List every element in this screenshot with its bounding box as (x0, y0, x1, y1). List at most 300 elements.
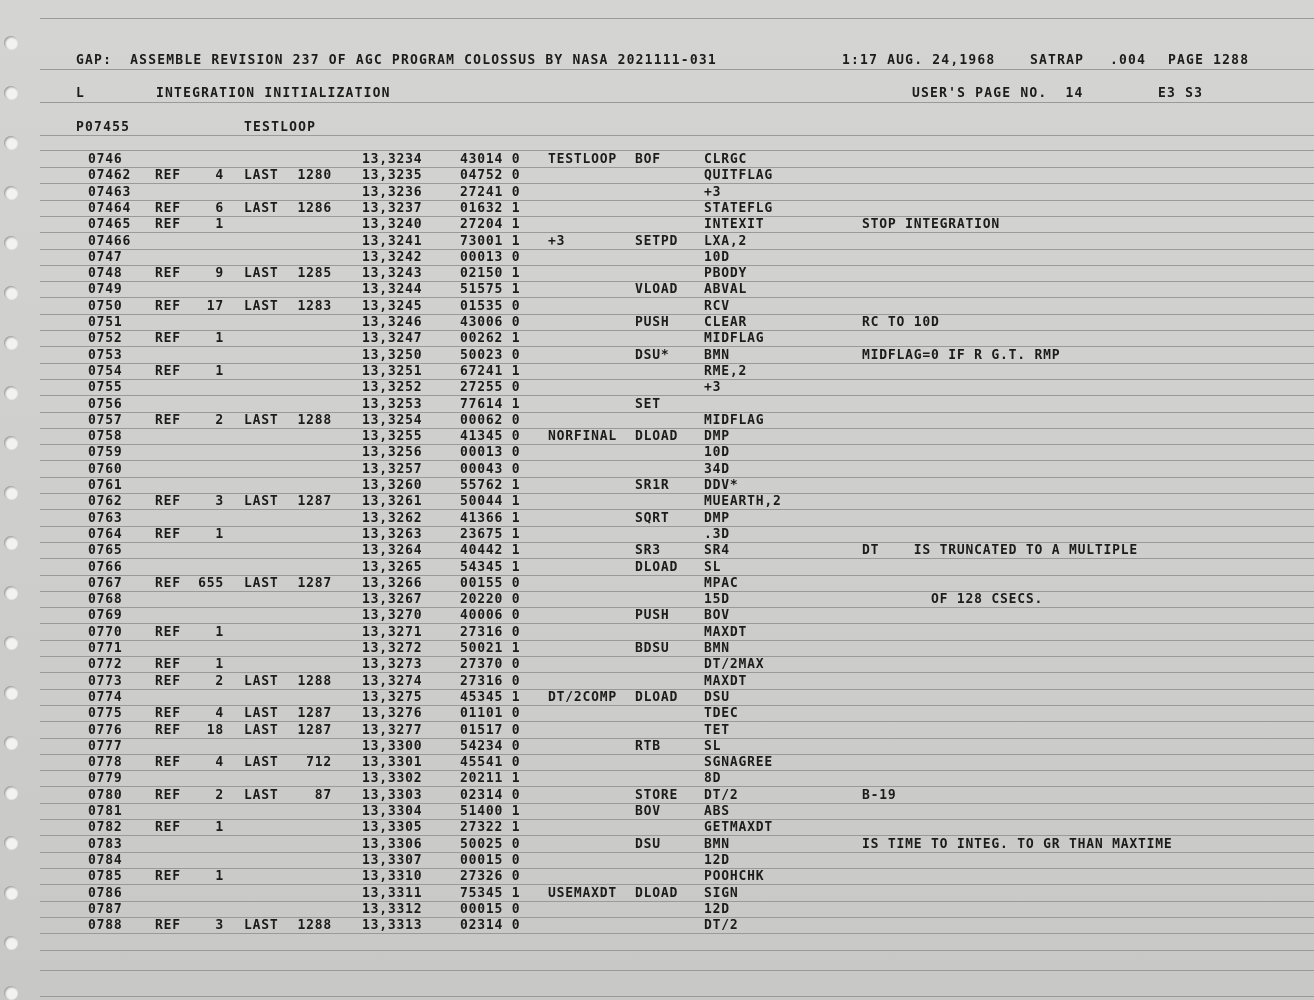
memory-address: 13,3261 (362, 494, 423, 510)
octal-word: 00015 0 (460, 901, 521, 917)
last-marker: LAST (244, 755, 279, 771)
listing-row (0, 282, 1314, 298)
record-name: TESTLOOP (244, 120, 317, 135)
ruled-line (40, 135, 1314, 136)
octal-word: 54234 0 (460, 738, 521, 754)
listing-row (0, 837, 1314, 853)
line-number: 0786 (88, 885, 123, 901)
last-page: 1287 (297, 722, 332, 738)
ref-marker: REF (155, 755, 181, 771)
opcode: PUSH (635, 608, 670, 624)
octal-word: 23675 1 (460, 526, 521, 542)
operand: LXA,2 (704, 233, 748, 249)
operand: BMN (704, 641, 730, 656)
listing-row (0, 902, 1314, 918)
octal-word: 54345 1 (460, 559, 521, 575)
listing-row (0, 592, 1314, 608)
listing-row (0, 788, 1314, 804)
line-number: 0762 (88, 494, 123, 510)
octal-word: 27370 0 (460, 657, 521, 673)
memory-address: 13,3300 (362, 738, 423, 754)
ref-count: 1 (215, 657, 224, 673)
octal-word: 41366 1 (460, 510, 521, 526)
listing-row (0, 429, 1314, 445)
ref-count: 1 (215, 331, 224, 347)
opcode: RTB (635, 738, 661, 754)
ref-marker: REF (155, 217, 181, 233)
line-number: 0756 (88, 396, 123, 412)
memory-address: 13,3235 (362, 168, 423, 184)
octal-word: 67241 1 (460, 363, 521, 379)
operand: MIDFLAG (704, 412, 765, 428)
octal-word: 55762 1 (460, 478, 521, 493)
operand: ABS (704, 804, 730, 819)
line-number: 0778 (88, 755, 123, 771)
opcode: BOV (635, 804, 661, 819)
memory-address: 13,3271 (362, 624, 423, 640)
operand: DT/2 (704, 918, 739, 934)
octal-word: 43014 0 (460, 152, 521, 167)
ref-marker: REF (155, 624, 181, 640)
listing-row (0, 674, 1314, 690)
operand: .3D (704, 526, 730, 542)
listing-row (0, 853, 1314, 869)
listing-row (0, 250, 1314, 266)
line-number: 0752 (88, 331, 123, 347)
listing-row (0, 478, 1314, 494)
memory-address: 13,3245 (362, 298, 423, 314)
operand: SGNAGREE (704, 755, 774, 771)
ruled-line (40, 18, 1314, 19)
memory-address: 13,3252 (362, 380, 423, 396)
line-number: 0784 (88, 852, 123, 868)
octal-word: 00013 0 (460, 249, 521, 265)
opcode: VLOAD (635, 282, 679, 298)
ref-count: 2 (215, 412, 224, 428)
octal-word: 27322 1 (460, 820, 521, 836)
opcode: DLOAD (635, 429, 679, 445)
octal-word: 01517 0 (460, 722, 521, 738)
memory-address: 13,3303 (362, 787, 423, 803)
last-marker: LAST (244, 298, 279, 314)
last-marker: LAST (244, 575, 279, 591)
operand: DT/2 (704, 787, 739, 803)
operand: DDV* (704, 478, 739, 493)
ruled-line (40, 150, 1314, 151)
print-timestamp: 1:17 AUG. 24,1968 (842, 53, 996, 68)
operand: SIGN (704, 885, 739, 901)
operand: 34D (704, 461, 730, 477)
line-number: 07463 (88, 184, 132, 200)
ref-count: 1 (215, 363, 224, 379)
listing-row (0, 641, 1314, 657)
record-number: P07455 (76, 120, 131, 135)
line-number: 0787 (88, 901, 123, 917)
listing-row (0, 168, 1314, 184)
listing-row (0, 625, 1314, 641)
listing-row (0, 869, 1314, 885)
listing-row (0, 348, 1314, 364)
ref-count: 3 (215, 918, 224, 934)
listing-row (0, 266, 1314, 282)
memory-address: 13,3246 (362, 315, 423, 330)
line-number: 0761 (88, 478, 123, 493)
octal-word: 50021 1 (460, 641, 521, 656)
opcode: DSU* (635, 347, 670, 363)
line-number: 0785 (88, 869, 123, 885)
memory-address: 13,3311 (362, 885, 423, 901)
memory-address: 13,3313 (362, 918, 423, 934)
last-marker: LAST (244, 266, 279, 282)
listing-row (0, 397, 1314, 413)
octal-word: 50025 0 (460, 836, 521, 852)
memory-address: 13,3306 (362, 836, 423, 852)
line-number: 0751 (88, 315, 123, 330)
octal-word: 00013 0 (460, 445, 521, 461)
code-comment: STOP INTEGRATION (862, 217, 1001, 233)
line-number: 0774 (88, 689, 123, 705)
octal-word: 50023 0 (460, 347, 521, 363)
code-comment: IS TIME TO INTEG. TO GR THAN MAXTIME (862, 836, 1173, 852)
octal-word: 27255 0 (460, 380, 521, 396)
ref-marker: REF (155, 266, 181, 282)
line-number: 0760 (88, 461, 123, 477)
ref-count: 4 (215, 706, 224, 722)
line-number: 0772 (88, 657, 123, 673)
memory-address: 13,3255 (362, 429, 423, 445)
code-label: NORFINAL (548, 429, 618, 445)
octal-word: 45345 1 (460, 689, 521, 705)
users-page-number: USER'S PAGE NO. 14 (912, 86, 1084, 101)
listing-row (0, 755, 1314, 771)
operand: SL (704, 559, 722, 575)
memory-address: 13,3277 (362, 722, 423, 738)
punch-hole (4, 86, 18, 100)
octal-word: 41345 0 (460, 429, 521, 445)
line-number: 0776 (88, 722, 123, 738)
line-number: 07466 (88, 233, 132, 249)
last-page: 1280 (297, 168, 332, 184)
memory-address: 13,3247 (362, 331, 423, 347)
ruled-line (40, 950, 1314, 951)
ruled-line (40, 69, 1314, 70)
memory-address: 13,3236 (362, 184, 423, 200)
operand: 8D (704, 771, 722, 787)
ref-count: 3 (215, 494, 224, 510)
line-number: 0764 (88, 526, 123, 542)
octal-word: 77614 1 (460, 396, 521, 412)
memory-address: 13,3234 (362, 152, 423, 167)
memory-address: 13,3257 (362, 461, 423, 477)
line-number: 0754 (88, 363, 123, 379)
code-comment: MIDFLAG=0 IF R G.T. RMP (862, 347, 1061, 363)
octal-word: 00262 1 (460, 331, 521, 347)
operand: 12D (704, 901, 730, 917)
operand: CLRGC (704, 152, 748, 167)
last-marker: LAST (244, 168, 279, 184)
octal-word: 43006 0 (460, 315, 521, 330)
operand: 15D (704, 592, 730, 608)
ref-count: 1 (215, 526, 224, 542)
listing-row (0, 771, 1314, 787)
line-number: 0759 (88, 445, 123, 461)
ruled-line (40, 102, 1314, 103)
last-page: 1285 (297, 266, 332, 282)
listing-row (0, 804, 1314, 820)
last-page: 1288 (297, 412, 332, 428)
line-number: 0749 (88, 282, 123, 298)
opcode: SR1R (635, 478, 670, 493)
octal-word: 51575 1 (460, 282, 521, 298)
listing-row (0, 820, 1314, 836)
memory-address: 13,3251 (362, 363, 423, 379)
octal-word: 27204 1 (460, 217, 521, 233)
line-number: 07464 (88, 200, 132, 216)
line-number: 0755 (88, 380, 123, 396)
operand: TDEC (704, 706, 739, 722)
line-number: 0768 (88, 592, 123, 608)
memory-address: 13,3273 (362, 657, 423, 673)
memory-address: 13,3260 (362, 478, 423, 493)
memory-address: 13,3263 (362, 526, 423, 542)
memory-address: 13,3266 (362, 575, 423, 591)
line-number: 0766 (88, 559, 123, 575)
operand: 10D (704, 249, 730, 265)
ref-count: 1 (215, 820, 224, 836)
memory-address: 13,3267 (362, 592, 423, 608)
operand: BMN (704, 347, 730, 363)
opcode: PUSH (635, 315, 670, 330)
ref-marker: REF (155, 575, 181, 591)
last-page: 1287 (297, 494, 332, 510)
page-number: PAGE 1288 (1168, 53, 1250, 68)
octal-word: 27316 0 (460, 624, 521, 640)
last-page: 1288 (297, 918, 332, 934)
section-letter: L (76, 86, 86, 101)
last-marker: LAST (244, 918, 279, 934)
operand: CLEAR (704, 315, 748, 330)
listing-row (0, 364, 1314, 380)
octal-word: 75345 1 (460, 885, 521, 901)
last-page: 1287 (297, 575, 332, 591)
octal-word: 40442 1 (460, 543, 521, 559)
memory-address: 13,3310 (362, 869, 423, 885)
listing-row (0, 723, 1314, 739)
operand: INTEXIT (704, 217, 765, 233)
ref-marker: REF (155, 869, 181, 885)
ruled-line (40, 996, 1314, 997)
ruled-line (40, 970, 1314, 971)
octal-word: 50044 1 (460, 494, 521, 510)
revision-number: .004 (1110, 53, 1147, 68)
line-number: 0767 (88, 575, 123, 591)
operand: MAXDT (704, 673, 748, 689)
listing-row (0, 217, 1314, 233)
last-marker: LAST (244, 722, 279, 738)
opcode: SR3 (635, 543, 661, 559)
operand: TET (704, 722, 730, 738)
memory-address: 13,3302 (362, 771, 423, 787)
operand: MPAC (704, 575, 739, 591)
operand: DT/2MAX (704, 657, 765, 673)
memory-address: 13,3237 (362, 200, 423, 216)
memory-address: 13,3256 (362, 445, 423, 461)
line-number: 0763 (88, 510, 123, 526)
octal-word: 02314 0 (460, 918, 521, 934)
punch-hole (4, 36, 18, 50)
code-comment: B-19 (862, 787, 897, 803)
ref-count: 1 (215, 217, 224, 233)
line-number: 0769 (88, 608, 123, 624)
ref-marker: REF (155, 673, 181, 689)
listing-row (0, 201, 1314, 217)
listing-row (0, 918, 1314, 934)
listing-row (0, 657, 1314, 673)
octal-word: 20211 1 (460, 771, 521, 787)
listing-row (0, 511, 1314, 527)
code-label: DT/2COMP (548, 689, 618, 705)
octal-word: 04752 0 (460, 168, 521, 184)
opcode: SET (635, 396, 661, 412)
octal-word: 01101 0 (460, 706, 521, 722)
listing-row (0, 706, 1314, 722)
ref-marker: REF (155, 526, 181, 542)
operand: GETMAXDT (704, 820, 774, 836)
memory-address: 13,3305 (362, 820, 423, 836)
ref-count: 9 (215, 266, 224, 282)
listing-row (0, 315, 1314, 331)
ref-count: 2 (215, 787, 224, 803)
octal-word: 73001 1 (460, 233, 521, 249)
operand: 12D (704, 852, 730, 868)
ref-count: 1 (215, 624, 224, 640)
listing-row (0, 152, 1314, 168)
last-page: 1283 (297, 298, 332, 314)
ref-count: 4 (215, 168, 224, 184)
octal-word: 02314 0 (460, 787, 521, 803)
punch-hole (4, 936, 18, 950)
operand: DMP (704, 510, 730, 526)
opcode: DLOAD (635, 689, 679, 705)
operand: SR4 (704, 543, 730, 559)
octal-word: 20220 0 (460, 592, 521, 608)
code-label: +3 (548, 233, 566, 249)
listing-row (0, 413, 1314, 429)
memory-address: 13,3264 (362, 543, 423, 559)
operand: MUEARTH,2 (704, 494, 782, 510)
opcode: DSU (635, 836, 661, 852)
section-title: INTEGRATION INITIALIZATION (156, 86, 391, 101)
memory-address: 13,3242 (362, 249, 423, 265)
listing-row (0, 543, 1314, 559)
ref-count: 4 (215, 755, 224, 771)
opcode: BOF (635, 152, 661, 167)
last-page: 712 (306, 755, 332, 771)
memory-address: 13,3301 (362, 755, 423, 771)
memory-address: 13,3244 (362, 282, 423, 298)
line-number: 0781 (88, 804, 123, 819)
ref-count: 655 (198, 575, 224, 591)
operand: ABVAL (704, 282, 748, 298)
line-number: 0788 (88, 918, 123, 934)
ref-count: 17 (206, 298, 224, 314)
opcode: DLOAD (635, 885, 679, 901)
memory-address: 13,3265 (362, 559, 423, 575)
code-comment: OF 128 CSECS. (862, 592, 1044, 608)
line-number: 0783 (88, 836, 123, 852)
operand: STATEFLG (704, 200, 774, 216)
memory-address: 13,3243 (362, 266, 423, 282)
opcode: BDSU (635, 641, 670, 656)
memory-address: 13,3270 (362, 608, 423, 624)
last-page: 1287 (297, 706, 332, 722)
listing-row (0, 560, 1314, 576)
listing-row (0, 234, 1314, 250)
line-number: 0773 (88, 673, 123, 689)
line-number: 0753 (88, 347, 123, 363)
code-comment: DT IS TRUNCATED TO A MULTIPLE (862, 543, 1139, 559)
punch-hole (4, 986, 18, 1000)
ref-marker: REF (155, 200, 181, 216)
user-name: SATRAP (1030, 53, 1085, 68)
ref-count: 6 (215, 200, 224, 216)
memory-address: 13,3240 (362, 217, 423, 233)
ref-count: 18 (206, 722, 224, 738)
listing-row (0, 886, 1314, 902)
memory-address: 13,3254 (362, 412, 423, 428)
operand: PBODY (704, 266, 748, 282)
listing-row (0, 576, 1314, 592)
listing-row (0, 527, 1314, 543)
octal-word: 01535 0 (460, 298, 521, 314)
operand: POOHCHK (704, 869, 765, 885)
octal-word: 45541 0 (460, 755, 521, 771)
last-marker: LAST (244, 706, 279, 722)
memory-address: 13,3276 (362, 706, 423, 722)
line-number: 0777 (88, 738, 123, 754)
memory-address: 13,3241 (362, 233, 423, 249)
ref-marker: REF (155, 298, 181, 314)
ref-marker: REF (155, 168, 181, 184)
operand: DMP (704, 429, 730, 445)
last-marker: LAST (244, 787, 279, 803)
memory-address: 13,3250 (362, 347, 423, 363)
code-label: USEMAXDT (548, 885, 618, 901)
opcode: STORE (635, 787, 679, 803)
operand: +3 (704, 184, 722, 200)
listing-row (0, 445, 1314, 461)
octal-word: 00015 0 (460, 852, 521, 868)
last-marker: LAST (244, 200, 279, 216)
opcode: DLOAD (635, 559, 679, 575)
opcode: SQRT (635, 510, 670, 526)
ref-marker: REF (155, 363, 181, 379)
opcode: SETPD (635, 233, 679, 249)
operand: +3 (704, 380, 722, 396)
listing-row (0, 462, 1314, 478)
line-number: 0746 (88, 152, 123, 167)
line-number: 0779 (88, 771, 123, 787)
line-number: 0758 (88, 429, 123, 445)
operand: BOV (704, 608, 730, 624)
code-comment: RC TO 10D (862, 315, 940, 330)
listing-row (0, 494, 1314, 510)
ref-marker: REF (155, 918, 181, 934)
operand: MIDFLAG (704, 331, 765, 347)
last-marker: LAST (244, 412, 279, 428)
operand: RCV (704, 298, 730, 314)
listing-row (0, 299, 1314, 315)
